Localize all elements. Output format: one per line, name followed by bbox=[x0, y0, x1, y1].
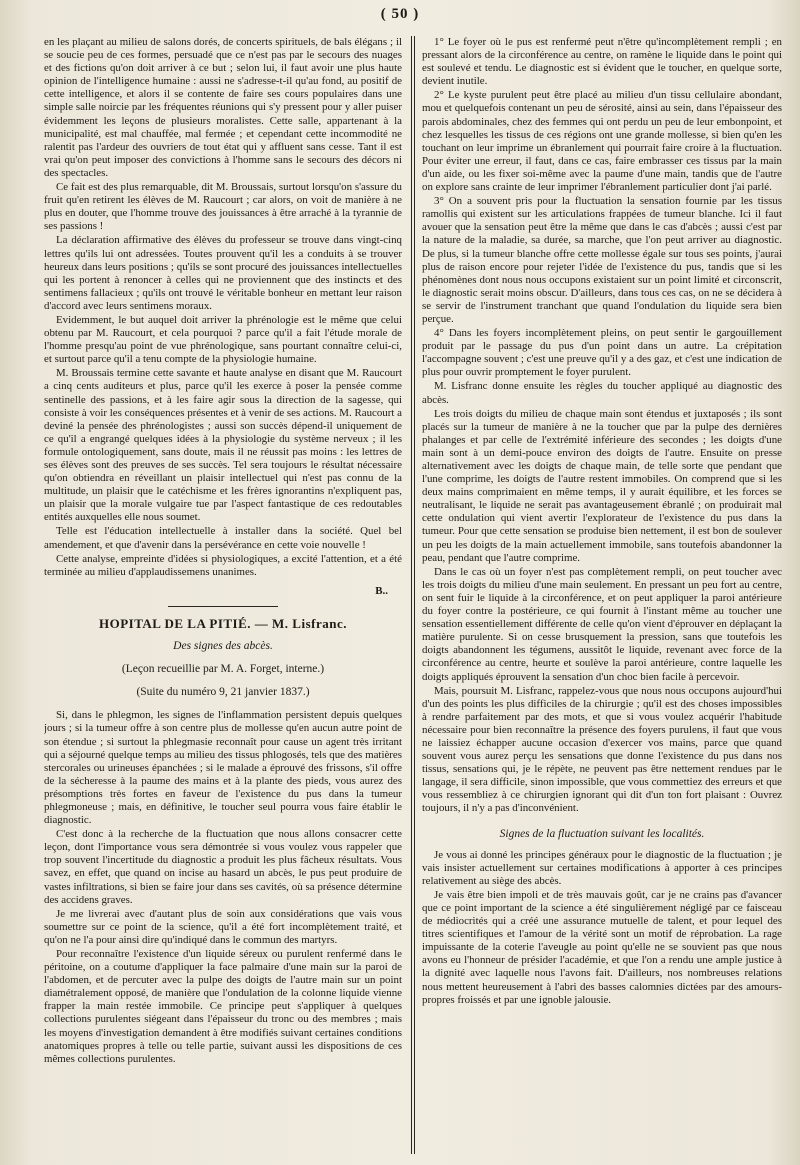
column-divider-secondary bbox=[414, 36, 415, 1154]
left-paragraph: Ce fait est des plus remarquable, dit M. Broussais, surtout lorsqu'on s'assure du fruit qu'en retirent les élèves de M. Raucourt ; car alors, on voit de manière à ne plus en douter, que l'homme trouve des jouissances à être arraché à la tyrannie de ses passions ! bbox=[44, 181, 402, 233]
lecture-note: (Leçon recueillie par M. A. Forget, interne.) bbox=[121, 663, 325, 676]
article-signature: B.. bbox=[375, 584, 388, 597]
right-paragraph: Je vous ai donné les principes généraux pour le diagnostic de la fluctuation ; je vais insister actuellement sur certaines modifications à apporter à ces principes relativement au siège des abcès. bbox=[422, 848, 782, 887]
left-column bbox=[44, 36, 402, 1156]
article-paragraph: Je me livrerai avec d'autant plus de soin aux considérations que vais vous soumettre sur ce point de la science, qu'il a été fort incomplètement traité, et qu'on ne l'a pour ainsi dire qu'indiqué dans le commun des martyrs. bbox=[44, 907, 402, 946]
page-number: ( 50 ) bbox=[380, 6, 420, 22]
section-subtitle: Signes de la fluctuation suivant les localités. bbox=[499, 827, 705, 840]
section-title: HOPITAL DE LA PITIÉ. — M. Lisfranc. bbox=[98, 615, 348, 631]
right-paragraph: Dans le cas où un foyer n'est pas complètement rempli, on peut toucher avec les trois doigts du milieu d'une main seulement. En pressant un peu fort au centre, on sent fuir le liquide à la circonférence, et on peut appliquer la paroi antérieure du foyer contre la postérieure, ce qui fournit à l'instant même au toucher une sensation essentiellement différente de celle qu'on vient d'éprouver en déplaçant la matière purulente. Si on cesse brusquement la pression, sans que toutefois les doigts abandonnent les tégumens, aussitôt le liquide, revenant avec force de la circonférence au centre, heurte et soulève la paroi antérieure, contre laquelle les doigts appliqués éprouvent la sensation d'un choc bien facile à percevoir. bbox=[422, 565, 782, 683]
continuation-note: (Suite du numéro 9, 21 janvier 1837.) bbox=[136, 686, 310, 699]
right-paragraph: Je vais être bien impoli et de très mauvais goût, car je ne crains pas d'avancer que ce point important de la science a été singulièrement négligé par ce faisceau de médiocrités qui a créé une assurance mutuelle de talent, et pour lequel des titres scientifiques et l'amour de la vérité sont un motif de réprobation. La rage impuissante de la coterie l'aveugle au point qu'elle ne se souvient pas que nous avons eu l'honneur de présider l'académie, et que l'on a rendu une ample justice à la dignité avec laquelle nous l'avons fait. D'ailleurs, nos nombreuses relations nous mettent heureusement à l'abri des basses calomnies dictées par des amours-propres froissés et par une ignoble jalousie. bbox=[422, 888, 782, 1006]
left-paragraph: Cette analyse, empreinte d'idées si physiologiques, a excité l'attention, et a été terminée au milieu d'applaudissemens unanimes. bbox=[44, 552, 402, 578]
article-paragraph: Pour reconnaître l'existence d'un liquide séreux ou purulent renfermé dans le péritoine, on a coutume d'appliquer la face palmaire d'une main sur la paroi de l'abdomen, et de percuter avec la pulpe des doigts de l'autre main sur un point diamétralement opposé, de manière que l'ondulation de la colonne liquide vienne frapper la main restée immobile. Ce principe peut s'appliquer à quelques collections purulentes siégeant dans l'épaisseur du tronc ou des membres ; mais les moyens d'investigation demandent à être modifiés suivant certaines conditions anatomiques propres à telle ou telle partie, suivant aussi les dispositions de ces mêmes collections purulentes. bbox=[44, 948, 402, 1065]
right-paragraph: Mais, poursuit M. Lisfranc, rappelez-vous que nous nous occupons aujourd'hui d'un des points les plus difficiles de la chirurgie ; qu'il est des choses impossibles à rendre parfaitement par des mots, et que si vous voulez acquérir l'habitude nécessaire pour bien reconnaître la présence des foyers purulens, il faut que vous ne laissiez échapper aucune occasion d'exercer vos mains, parce que quand souvent vous aurez perçu les sensations que donne l'existence du pus dans nos tissus, sensations qui, je le répète, ne peuvent pas être nettement rendues par le langage, il sera difficile, sinon impossible, que vous commettiez des erreurs et que vous ressembliez à ce chirurgien ignorant qui dit d'un ton fort plaisant : Ouvrez toujours, il n'y a pas d'inconvénient. bbox=[422, 684, 782, 815]
right-column bbox=[422, 36, 782, 1156]
section-divider bbox=[168, 606, 278, 607]
left-paragraph: Telle est l'éducation intellectuelle à installer dans la société. Quel bel amendement, et que d'avenir dans la persévérance en cette voie nouvelle ! bbox=[44, 525, 402, 551]
left-paragraph: M. Broussais termine cette savante et haute analyse en disant que M. Raucourt a cinq cents auditeurs et plus, parce qu'il les exerce à poser la pensée comme sentinelle des passions, et à les faire agir sous la direction de la sagesse, qui consiste à voir les conséquences présentes et à venir de ses actions. M. Raucourt a deviné la pensée des phrénologistes ; aussi son succès dépend-il uniquement de ce qu'il a engrangé quelques idées à la physiologie du système nerveux ; il les formule ontologiquement, sans doute, mais il ne réussit pas moins : les lettres de ses élèves sont des preuves de ses succès. Tel sera toujours le résultat nécessaire qu'on obtiendra en réveillant un plaisir intellectuel qui n'est pas connu de la multitude, un plaisir que le catéchisme et les frères ignorantins n'expliquent pas, un plaisir que la morale vulgaire tue par l'aspect fantastique de ces redoutables entités auxquelles elle nous soumet. bbox=[44, 367, 402, 524]
left-paragraph: La déclaration affirmative des élèves du professeur se trouve dans vingt-cinq lettres qu'ils lui ont adressées. Toutes prouvent qu'il les a conduits à se trouver heureux dans leurs positions ; qu'ils se sont procuré des jouissances intellectuelles qui les portent à renoncer à celles qui ne proviennent que des instincts et des sentimens fallacieux ; qu'ils ont trouvé le véritable bonheur en mettant leur raison d'accord avec leurs sentimens moraux. bbox=[44, 234, 402, 312]
right-paragraph: M. Lisfranc donne ensuite les règles du toucher appliqué au diagnostic des abcès. bbox=[422, 380, 782, 406]
article-paragraph: C'est donc à la recherche de la fluctuation que nous allons consacrer cette leçon, dont l'importance vous sera démontrée si vous voulez vous rappeler que trop souvent l'incertitude du diagnostic a produit les plus fâcheux résultats. Vous savez, en effet, que quand on incise au hasard un abcès, le pus peut produire de vastes infiltrations, si bien se faire jour dans ses cavités, où sa présence détermine des accidens graves. bbox=[44, 828, 402, 906]
left-paragraph: en les plaçant au milieu de salons dorés, de concerts spirituels, de bals élégans ; il se soucie peu de ces formes, persuadé que ce n'est pas par le secours des nuages et des fictions qu'on doit arriver à ce but ; selon lui, il faut avoir une plus haute opinion de l'intelligence humaine : aussi ne s'adresse-t-il qu'au fond, au positif de cette intelligence, et alors il se contente de faire ses cours populaires dans une simple salle noircie par les fréquentes réunions qui s'y pressent pour y aller puiser évidemment les leçons de plusieurs moralistes. Cette salle, appartenant à la municipalité, est mal chauffée, mal fermée ; et cependant cette incommodité ne ralentit pas l'ardeur des ouvriers de tout état qui y affluent sans cesse. Tant il est vrai qu'on peut imposer des convictions à l'homme sans le secours des décors ni des spectacles. bbox=[44, 36, 402, 179]
right-paragraph: Les trois doigts du milieu de chaque main sont étendus et juxtaposés ; ils sont placés sur la tumeur de manière à ne la toucher que par la pulpe des dernières phalanges et par celle de l'extrémité inférieure des secondes ; les doigts d'une main sont à un demi-pouce environ des doigts de l'autre. Ensuite on presse alternativement avec les doigts de chaque main, de telle sorte que pendant que l'une comprime, les doigts de l'autre restent immobiles. On comprend que si les deux mains comprimaient en même temps, il y aurait équilibre, et les forces se neutralisant, le liquide ne serait pas avantageusement ébranlé ; on produirait mal cette ondulation qui vient avertir l'explorateur de l'existence du pus dans la tumeur. Pour que cette sensation se produise bien nettement, il est bon de soulever un peu les doigts de la main actuellement immobile, sans toutefois abandonner la peau, pendant que l'autre comprime. bbox=[422, 407, 782, 564]
right-paragraph: 4° Dans les foyers incomplètement pleins, on peut sentir le gargouillement produit par le passage du pus d'un point dans un autre. La crépitation l'accompagne souvent ; c'est une preuve qu'il y a des gaz, et c'est une indication de plus pour ouvrir promptement le foyer purulent. bbox=[422, 327, 782, 379]
right-paragraph: 3° On a souvent pris pour la fluctuation la sensation fournie par les tissus ramollis qui existent sur les articulations frappées de tumeur blanche. Ici il faut avouer que la sensation peut être la même que dans le cas d'abcès ; aussi c'est par la nature de la maladie, sa durée, sa marche, que l'on peut arriver au diagnostic. De plus, si la tumeur blanche offre cette mollesse égale sur tous ses points, j'aurai plus de raison encore pour rejeter l'idée de l'existence du pus, tandis que si les phénomènes dont nous nous occupons existaient sur un point limité et circonscrit, le diagnostic serait moins obscur. D'ailleurs, dans tous ces cas, on ne se décidera à se servir de l'instrument tranchant que quand l'ondulation du liquide sera bien perçue. bbox=[422, 195, 782, 325]
right-paragraph: 2° Le kyste purulent peut être placé au milieu d'un tissu cellulaire abondant, mou et quelquefois contenant un peu de sérosité, ainsi au sein, dans l'épaisseur des parois abdominales, chez des femmes qui ont perdu un peu de leur embonpoint, et chez lesquelles les tissus de ces régions ont une grande mollesse, si bien qu'en les touchant on leur imprime un ébranlement qui pourrait faire croire à la fluctuation. Pour éviter une erreur, il faut, dans ce cas, faire embrasser ces tissus par la main d'un aide, ou les fixer soi-même avec la paume d'une main, tandis que de l'autre on explore sans crainte de leur imprimer l'ébranlement particulier dont j'ai parlé. bbox=[422, 89, 782, 194]
section-subtitle: Des signes des abcès. bbox=[173, 640, 273, 653]
left-paragraph: Evidemment, le but auquel doit arriver la phrénologie est le même que celui obtenu par M. Raucourt, et cela pourquoi ? parce qu'il a fait l'étude morale de l'homme presqu'au point de vue phrénologique, sans pourtant connaître celui-ci, et surtout parce qu'il a tenu compte de la physiologie humaine. bbox=[44, 313, 402, 366]
column-divider bbox=[411, 36, 412, 1154]
right-paragraph: 1° Le foyer où le pus est renfermé peut n'être qu'incomplètement rempli ; en pressant alors de la circonférence au centre, on ramène le liquide dans le point qui est soulevé et tendu. Le diagnostic est si évident que le toucher, en quelque sorte, devient inutile. bbox=[422, 36, 782, 88]
article-paragraph: Si, dans le phlegmon, les signes de l'inflammation persistent depuis quelques jours ; si la tumeur offre à son centre plus de mollesse qu'en aucun autre point de son étendue ; si surtout la phlegmasie reconnaît pour cause un agent très irritant qui a séjourné quelque temps au milieu des tissus phlogosés, tels que des matières stercorales ou urineuses épanchées ; si le malade a éprouvé des frissons, s'il offre de la sécheresse à la paume des mains et à la plante des pieds, vous aurez des présomptions très fortes en faveur de l'existence du pus dans la tumeur phlegmoneuse ; mais, en définitive, le toucher seul pourra vous faire établir le diagnostic. bbox=[44, 709, 402, 827]
